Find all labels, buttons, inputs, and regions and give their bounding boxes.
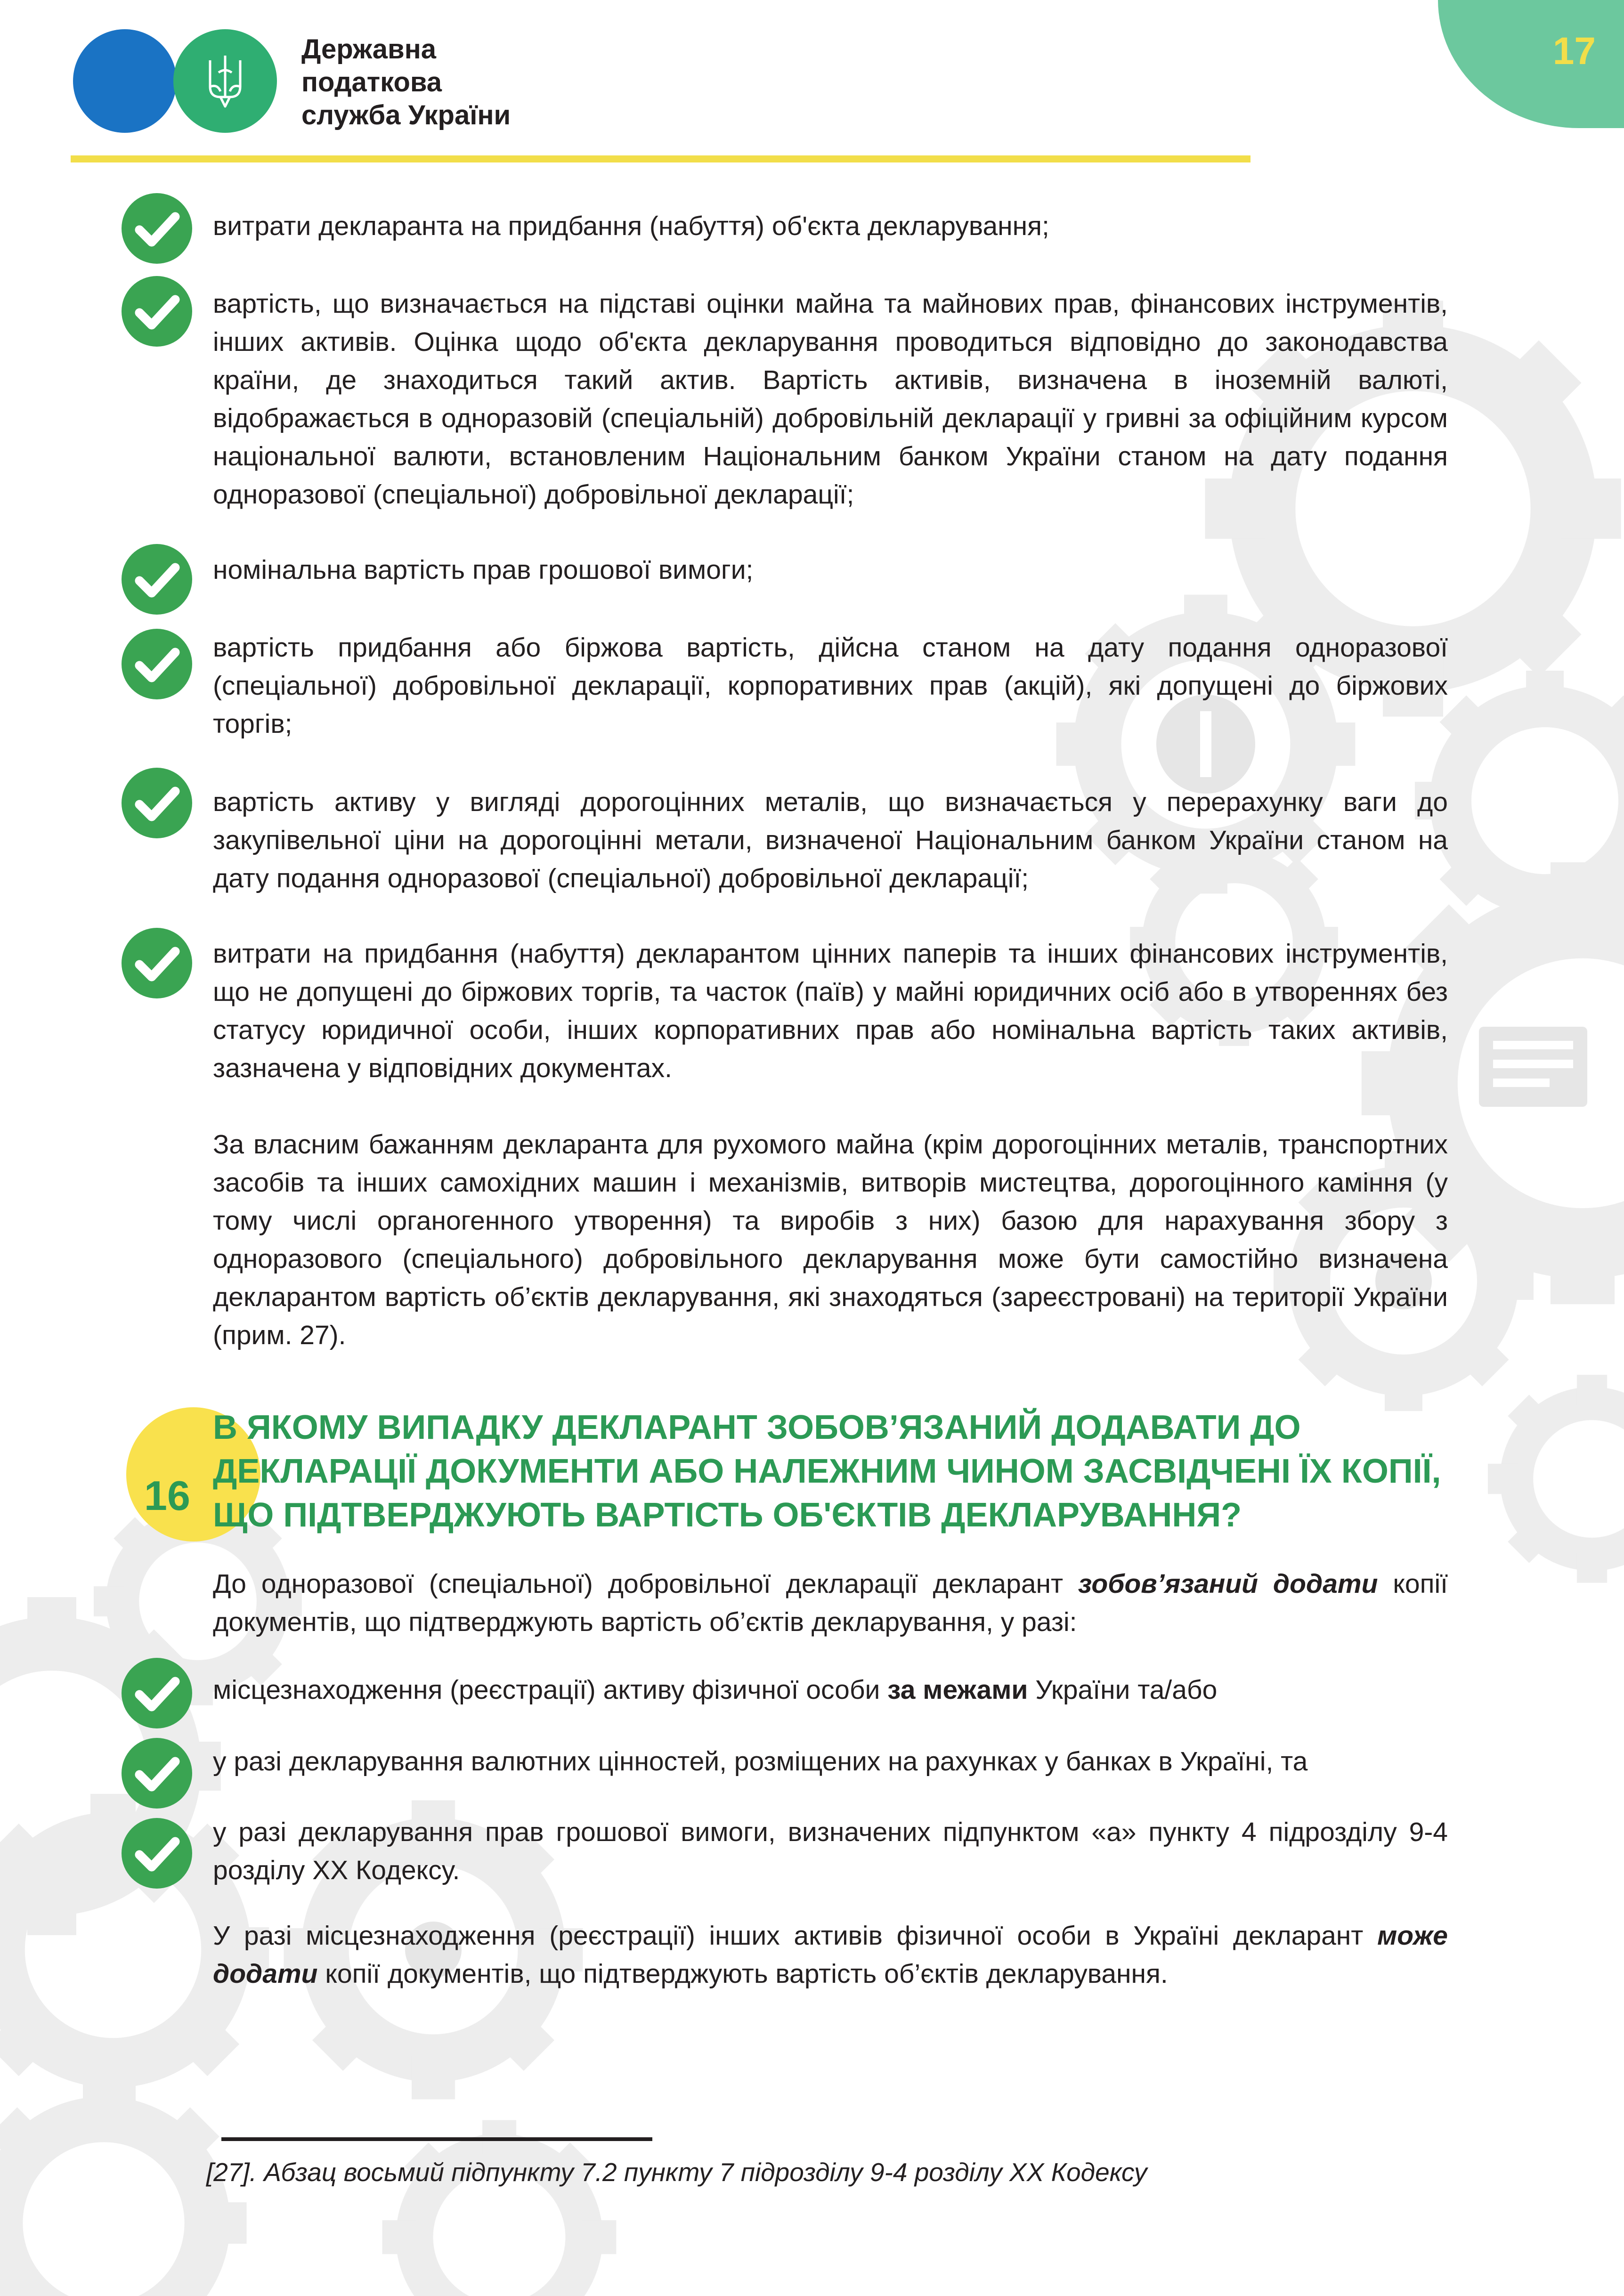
checkmark-icon bbox=[122, 629, 192, 699]
answer-outro-emphasis: може додати bbox=[213, 1921, 1448, 1989]
answer-item-text: України та/або bbox=[1028, 1675, 1218, 1705]
question-number: 16 bbox=[144, 1472, 190, 1519]
list-item: номінальна вартість прав грошової вимоги; bbox=[213, 555, 754, 585]
logo-blue-circle bbox=[73, 29, 177, 133]
logo-green-circle bbox=[173, 29, 277, 133]
footnote: [27]. Абзац восьмий підпункту 7.2 пункту 7 підрозділу 9-4 розділу XX Кодексу bbox=[206, 2158, 1147, 2187]
trident-emblem-icon bbox=[206, 54, 244, 108]
list-item: витрати декларанта на придбання (набуття) об'єкта декларування; bbox=[213, 211, 1049, 241]
body-paragraph: За власним бажанням декларанта для рухомого майна (крім дорогоцінних металів, транспортних засобів та інших самохідних машин і механізмів, витворів мистецтва, дорогоцінного каміння (у тому числі органогенного утворення) та виробів з них) базою для нарахування збору з одноразового (спеціального) добровільного декларування може бути самостійно визначена декларантом вартість об’єктів декларування, які знаходяться (зареєстровані) на території України (прим. 27). bbox=[213, 1129, 1448, 1350]
checkmark-icon bbox=[122, 1738, 192, 1809]
answer-item bbox=[213, 1813, 1448, 1890]
checkmark-icon bbox=[122, 1658, 192, 1728]
question-heading: В ЯКОМУ ВИПАДКУ ДЕКЛАРАНТ ЗОБОВ’ЯЗАНИЙ ДОДАВАТИ ДО ДЕКЛАРАЦІЇ ДОКУМЕНТИ АБО НАЛЕЖНИМ ЧИНОМ ЗАСВІДЧЕНІ ЇХ КОПІЇ, ЩО ПІДТВЕРДЖУЮТЬ ВАРТІСТЬ ОБ'ЄКТІВ ДЕКЛАРУВАННЯ? bbox=[213, 1409, 1441, 1534]
answer-intro bbox=[213, 1565, 1448, 1641]
answer-intro-text: До одноразової (спеціальної) добровільної декларації декларант bbox=[213, 1569, 1079, 1599]
answer-item-text: місцезнаходження (реєстрації) активу фізичної особи bbox=[213, 1675, 888, 1705]
answer-outro-text: копії документів, що підтверджують вартість об’єктів декларування. bbox=[317, 1959, 1168, 1989]
answer-outro-text: У разі місцезнаходження (реєстрації) інших активів фізичної особи в Україні декларант bbox=[213, 1921, 1378, 1951]
answer-item-bold: за межами bbox=[887, 1675, 1028, 1705]
answer-outro bbox=[213, 1917, 1448, 1993]
org-name-line: служба України bbox=[301, 100, 511, 130]
checkmark-icon bbox=[122, 768, 192, 838]
checkmark-icon bbox=[122, 928, 192, 998]
footnote-divider bbox=[221, 2137, 652, 2141]
answer-item-text: у разі декларування прав грошової вимоги, визначених підпунктом «а» пункту 4 підрозділу 9-4 розділу XX Кодексу. bbox=[213, 1817, 1448, 1885]
list-item: вартість, що визначається на підставі оцінки майна та майнових прав, фінансових інструментів, інших активів. Оцінка щодо об'єкта декларування проводиться відповідно до законодавства країни, де знаходиться такий актив. Вартість активів, визначена в іноземній валюті, відображається в одноразовій (спеціальній) добровільній декларації у гривні за офіційним курсом національної валюти, встановленим Національним банком України станом на дату подання одноразової (спеціальної) добровільної декларації; bbox=[213, 289, 1448, 510]
checkmark-icon bbox=[122, 193, 192, 264]
list-item: вартість активу у вигляді дорогоцінних металів, що визначається у перерахунку ваги до закупівельної ціни на дорогоцінні метали, визначеної Національним банком України станом на дату подання одноразової (спеціальної) добровільної декларації; bbox=[213, 787, 1448, 893]
checkmark-icon bbox=[122, 276, 192, 347]
checkmark-icon bbox=[122, 544, 192, 615]
answer-item bbox=[213, 1671, 1448, 1709]
answer-intro-text: копії документів, що підтверджують вартість об’єктів декларування, у разі: bbox=[213, 1569, 1448, 1637]
organization-name bbox=[301, 33, 511, 132]
checkmark-icon bbox=[122, 1818, 192, 1889]
list-item: витрати на придбання (набуття) декларантом цінних паперів та інших фінансових інструментів, що не допущені до біржових торгів, та часток (паїв) у майні юридичних осіб або в утвореннях без статусу юридичної особи, інших корпоративних прав або номінальна вартість таких активів, зазначена у відповідних документах. bbox=[213, 939, 1448, 1083]
list-item: вартість придбання або біржова вартість, дійсна станом на дату подання одноразової (спеціальної) добровільної декларації, корпоративних прав (акцій), які допущені до біржових торгів; bbox=[213, 633, 1448, 739]
org-name-line: податкова bbox=[301, 67, 442, 97]
answer-intro-emphasis: зобов’язаний додати bbox=[1078, 1569, 1378, 1599]
answer-item-text: у разі декларування валютних цінностей, розміщених на рахунках у банках в Україні, та bbox=[213, 1746, 1308, 1777]
answer-item bbox=[213, 1743, 1448, 1781]
page-number: 17 bbox=[1552, 30, 1596, 73]
header-divider bbox=[71, 155, 1250, 162]
org-name-line: Державна bbox=[301, 34, 436, 65]
